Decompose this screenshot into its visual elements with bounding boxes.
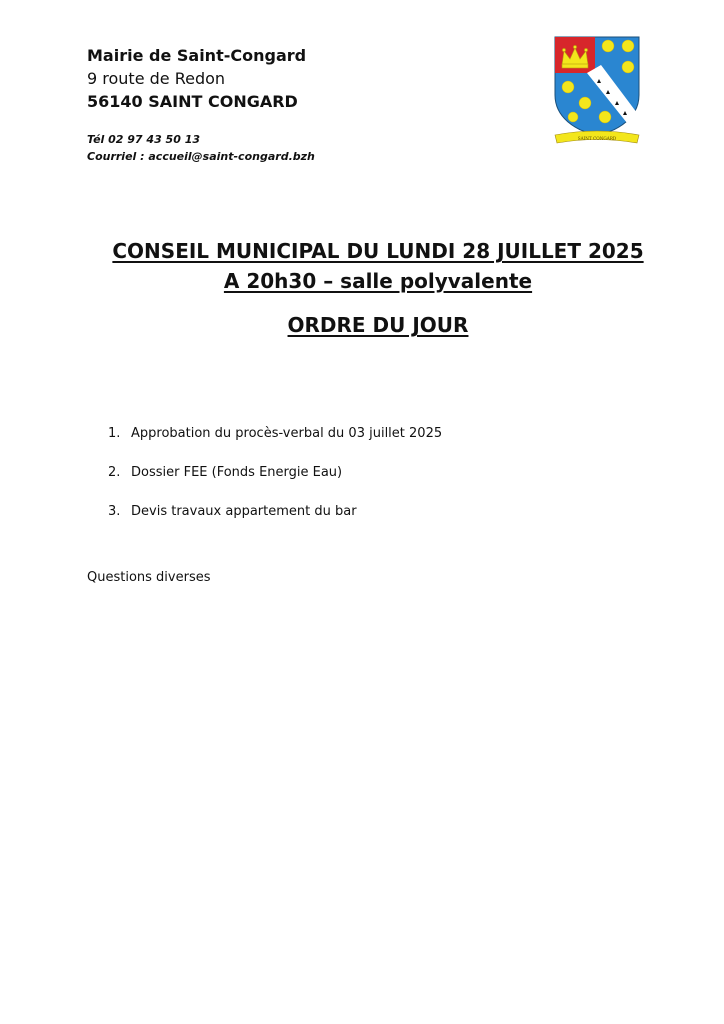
org-name: Mairie de Saint-Congard [87,46,307,65]
questions-diverses: Questions diverses [87,570,211,585]
address-street: 9 route de Redon [87,69,226,88]
agenda-heading-block [0,310,724,340]
agenda-item [108,463,628,483]
letterhead [87,44,447,165]
meeting-title [0,236,724,296]
agenda-heading: ORDRE DU JOUR [287,313,469,337]
agenda-item-number: 1. [108,426,121,441]
agenda-list [108,424,628,541]
meeting-title-line2: A 20h30 – salle polyvalente [223,269,533,293]
logo-motto: SAINT CONGARD [577,136,617,141]
phone-number: Tél 02 97 43 50 13 [87,133,201,146]
agenda-item-text: Dossier FEE (Fonds Energie Eau) [131,465,343,480]
agenda-item-number: 2. [108,465,121,480]
agenda-item-text: Devis travaux appartement du bar [131,504,357,519]
agenda-item [108,424,628,444]
agenda-item-text: Approbation du procès-verbal du 03 juillet 2025 [131,426,443,441]
agenda-item [108,502,628,522]
meeting-title-line1: CONSEIL MUNICIPAL DU LUNDI 28 JUILLET 2025 [112,239,644,263]
email-address: Courriel : accueil@saint-congard.bzh [87,150,315,163]
address-city: 56140 SAINT CONGARD [87,92,298,111]
agenda-item-number: 3. [108,504,121,519]
coat-of-arms-icon [553,35,641,147]
contact-info [87,131,447,165]
